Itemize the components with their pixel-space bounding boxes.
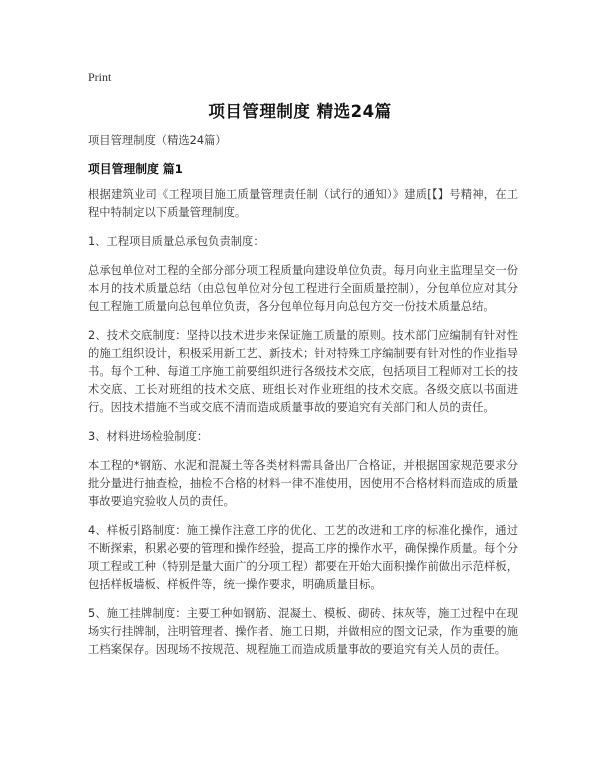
document-title: 项目管理制度 精选24篇	[208, 102, 392, 121]
paragraph-item-3-heading: 3、材料进场检验制度：	[88, 430, 209, 443]
paragraph-item-1-heading: 1、工程项目质量总承包负责制度：	[88, 235, 265, 248]
document-subtitle: 项目管理制度（精选24篇）	[88, 134, 227, 147]
paragraph-item-5: 5、施工挂牌制度：主要工种如钢筋、混凝土、模板、砌砖、抹灰等，施工过程中在现场实行挂牌制，注明管理者、操作者、施工日期，并做相应的图文记录，作为重要的施工档案保存。因现场不按规范、规程施工而造成质量事故的要追究有关人员的责任。	[88, 607, 518, 656]
paragraph-item-1-body: 总承包单位对工程的全部分部分项工程质量向建设单位负责。每月向业主监理呈交一份本月的技术质量总结（由总包单位对分包工程进行全面质量控制），分包单位应对其分包工程施工质量向总包单位负责，各分包单位每月向总包方交一份技术质量总结。	[88, 264, 518, 313]
paragraph-item-4: 4、样板引路制度：施工操作注意工序的优化、工艺的改进和工序的标准化操作，通过不断探索，积累必要的管理和操作经验，提高工序的操作水平，确保操作质量。每个分项工程或工种（特别是量大面广的分项工程）都要在开始大面积操作前做出示范样板，包括样板墙板、样板件等，统一操作要求，明确质量目标。	[88, 524, 518, 591]
paragraph-intro: 根据建筑业司《工程项目施工质量管理责任制（试行的通知）》建质[【】号精神，在工程中特制定以下质量管理制度。	[88, 188, 518, 219]
paragraph-item-3-body: 本工程的*钢筋、水泥和混凝土等各类材料需具备出厂合格证，并根据国家规范要求分批分量进行抽查检，抽检不合格的材料一律不准使用，因使用不合格材料而造成的质量事故要追究验收人员的责任。	[88, 459, 518, 508]
paragraph-item-2: 2、技术交底制度：坚持以技术进步来保证施工质量的原则。技术部门应编制有针对性的施工组织设计，积极采用新工艺、新技术；针对特殊工序编制要有针对性的作业指导书。每个工种、每道工序施工前要组织进行各级技术交底，包括项目工程师对工长的技术交底、工长对班组的技术交底、班组长对作业班组的技术交底。各级交底以书面进行。因技术措施不当或交底不清而造成质量事故的要追究有关部门和人员的责任。	[88, 329, 518, 414]
document-body	[88, 132, 518, 670]
section-heading: 项目管理制度 篇1	[88, 162, 183, 176]
print-link[interactable]: Print	[88, 70, 112, 84]
